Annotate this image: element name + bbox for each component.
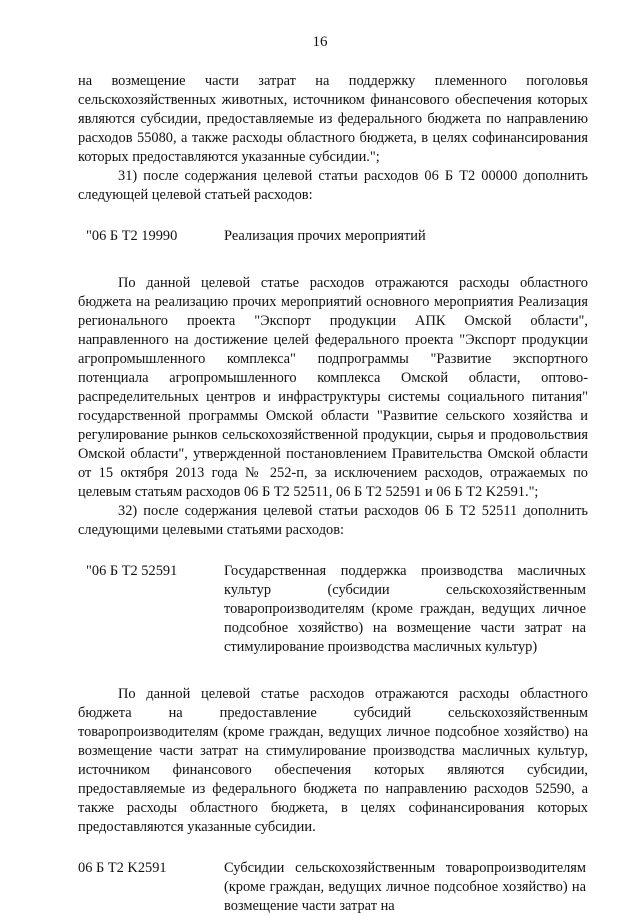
article-title: Субсидии сельскохозяйственным товаропроизводителям (кроме граждан, ведущих личное подсобное хозяйство) на возмещение части затрат на	[224, 860, 586, 914]
target-article-entry	[78, 227, 588, 246]
paragraph-item-31: 31) после содержания целевой статьи расходов 06 Б Т2 00000 дополнить следующей целевой статьей расходов:	[78, 168, 588, 203]
paragraph-description: По данной целевой статье расходов отражаются расходы областного бюджета на предоставление субсидий сельскохозяйственным товаропроизводителям (кроме граждан, ведущих личное подсобное хозяйство) на возмещение части затрат на стимулирование производства масличных культур, источником финансового обеспечения которых являются субсидии, предоставляемые из федерального бюджета по направлению расходов 52590, а также расходы областного бюджета, в целях софинансирования которых предоставляются указанные субсидии.	[78, 686, 588, 835]
document-body	[78, 72, 588, 916]
page-number: 16	[312, 34, 328, 50]
paragraph-continuation: на возмещение части затрат на поддержку племенного поголовья сельскохозяйственных животных, источником финансового обеспечения которых являются субсидии, предоставляемые из федерального бюджета по направлению расходов 55080, а также расходы областного бюджета, в целях софинансирования которых предоставляются указанные субсидии.";	[78, 73, 588, 165]
target-article-entry	[78, 859, 588, 916]
target-article-entry	[78, 562, 588, 657]
article-code: "06 Б Т2 52591	[86, 563, 178, 579]
article-title: Реализация прочих мероприятий	[224, 228, 426, 244]
article-title: Государственная поддержка производства масличных культур (субсидии сельскохозяйственным товаропроизводителям (кроме граждан, ведущих личное подсобное хозяйство) на возмещение части затрат на стимулирование производства масличных культур)	[224, 563, 586, 655]
article-code: "06 Б Т2 19990	[86, 228, 178, 244]
article-code: 06 Б Т2 K2591	[78, 860, 167, 876]
paragraph-item-32: 32) после содержания целевой статьи расходов 06 Б Т2 52511 дополнить следующими целевыми статьями расходов:	[78, 503, 588, 538]
paragraph-description: По данной целевой статье расходов отражаются расходы областного бюджета на реализацию прочих мероприятий основного мероприятия Реализация регионального проекта "Экспорт продукции АПК Омской области", направленного на достижение целей федерального проекта "Экспорт продукции агропромышленного комплекса" подпрограммы "Развитие экспортного потенциала агропромышленного комплекса Омской области, оптово-распределительных центров и инфраструктуры системы социального питания" государственной программы Омской области "Развитие сельского хозяйства и регулирование рынков сельскохозяйственной продукции, сырья и продовольствия Омской области", утвержденной постановлением Правительства Омской области от 15 октября 2013 года № 252-п, за исключением расходов, отражаемых по целевым статьям расходов 06 Б Т2 52511, 06 Б Т2 52591 и 06 Б Т2 K2591.";	[78, 275, 588, 500]
